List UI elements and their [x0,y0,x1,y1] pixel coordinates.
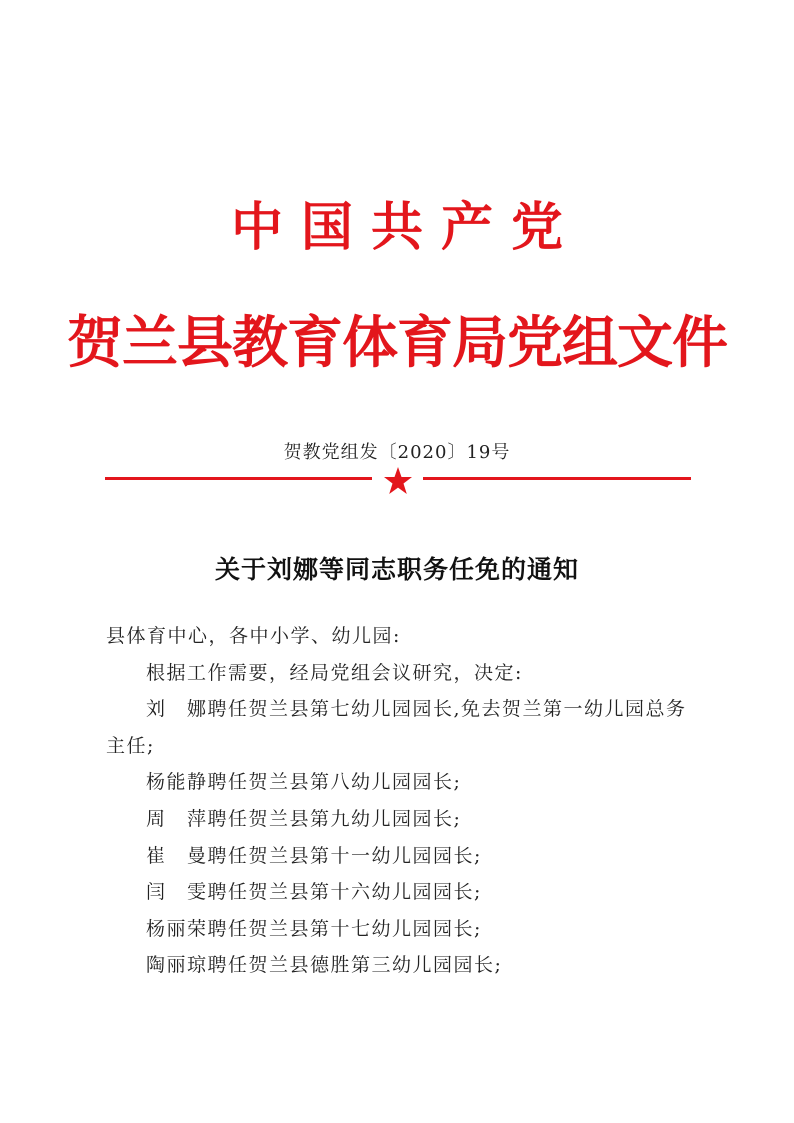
appointment-item: 周 萍聘任贺兰县第九幼儿园园长; [146,807,462,830]
document-number: 贺教党组发〔2020〕19号 [283,442,511,463]
appointment-item: 闫 雯聘任贺兰县第十六幼儿园园长; [146,881,482,904]
document-body [106,618,706,984]
header-divider [105,466,691,496]
header-org-line2: 贺兰县教育体育局党组文件 [67,310,727,376]
appointment-item: 杨丽荣聘任贺兰县第十七幼儿园园长; [146,917,482,940]
divider-line-right [423,477,691,480]
document-title: 关于刘娜等同志职务任免的通知 [214,555,579,584]
intro-paragraph: 根据工作需要，经局党组会议研究，决定: [146,661,523,684]
red-star-icon [383,466,413,496]
divider-line-left [105,477,372,480]
appointment-item: 杨能静聘任贺兰县第八幼儿园园长; [146,771,462,794]
appointment-item: 崔 曼聘任贺兰县第十一幼儿园园长; [146,844,482,867]
recipients-line: 县体育中心，各中小学、幼儿园: [106,625,401,647]
appointment-item: 刘 娜聘任贺兰县第七幼儿园园长,免去贺兰第一幼儿园总务主任; [106,698,687,757]
header-org-line1: 中国共产党 [230,197,581,258]
appointment-item: 陶丽琼聘任贺兰县德胜第三幼儿园园长; [146,954,503,977]
